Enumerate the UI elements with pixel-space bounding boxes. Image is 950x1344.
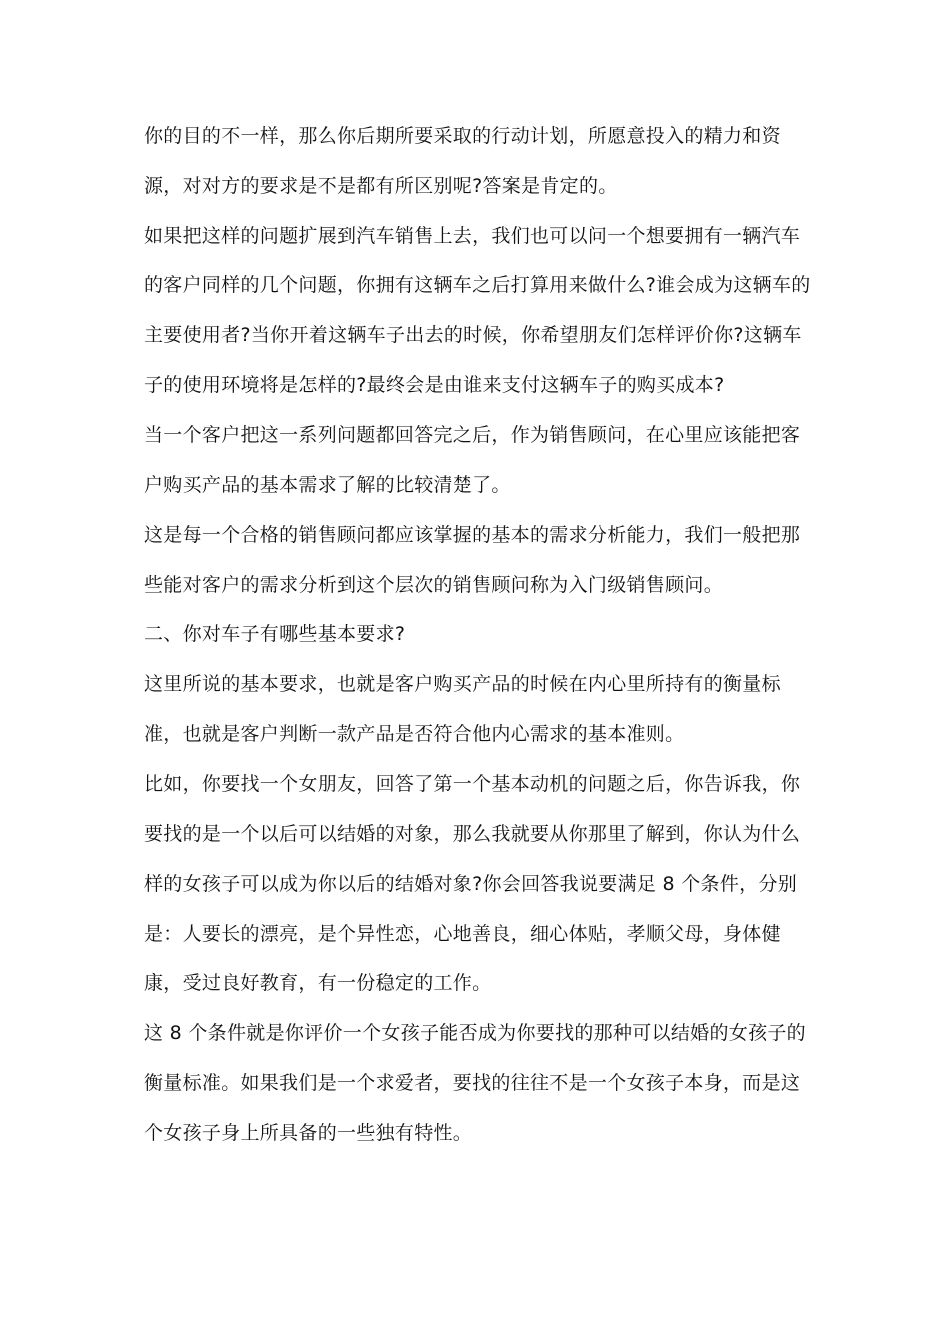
text-line: 是：人要长的漂亮，是个异性恋，心地善良，细心体贴，孝顺父母，身体健 [144,923,781,945]
text-line: 户购买产品的基本需求了解的比较清楚了。 [144,474,511,496]
text-line: 当一个客户把这一系列问题都回答完之后，作为销售顾问，在心里应该能把客 [144,424,801,446]
section-heading: 二、你对车子有哪些基本要求? [144,623,406,645]
text-line: 子的使用环境将是怎样的?最终会是由谁来支付这辆车子的购买成本? [144,374,725,396]
text-line: 要找的是一个以后可以结婚的对象，那么我就要从你那里了解到，你认为什么 [144,823,801,845]
text-line: 准，也就是客户判断一款产品是否符合他内心需求的基本准则。 [144,723,685,745]
text-line: 个女孩子身上所具备的一些独有特性。 [144,1122,473,1144]
text-line: 你的目的不一样，那么你后期所要采取的行动计划，所愿意投入的精力和资 [144,125,781,147]
text-line: 比如，你要找一个女朋友，回答了第一个基本动机的问题之后，你告诉我，你 [144,773,801,795]
text-line: 如果把这样的问题扩展到汽车销售上去，我们也可以问一个想要拥有一辆汽车 [144,225,801,247]
text-line: 的客户同样的几个问题，你拥有这辆车之后打算用来做什么?谁会成为这辆车的 [144,274,811,296]
text-line: 这是每一个合格的销售顾问都应该掌握的基本的需求分析能力，我们一般把那 [144,524,801,546]
text-line: 这里所说的基本要求，也就是客户购买产品的时候在内心里所持有的衡量标 [144,673,781,695]
text-line: 衡量标准。如果我们是一个求爱者，要找的往往不是一个女孩子本身，而是这 [144,1072,801,1094]
text-line: 主要使用者?当你开着这辆车子出去的时候，你希望朋友们怎样评价你?这辆车 [144,324,802,346]
text-line: 样的女孩子可以成为你以后的结婚对象?你会回答我说要满足 8 个条件，分别 [144,873,798,895]
text-line: 康，受过良好教育，有一份稳定的工作。 [144,972,492,994]
text-line: 源，对对方的要求是不是都有所区别呢?答案是肯定的。 [144,175,618,197]
text-line: 些能对客户的需求分析到这个层次的销售顾问称为入门级销售顾问。 [144,574,724,596]
text-line: 这 8 个条件就是你评价一个女孩子能否成为你要找的那种可以结婚的女孩子的 [144,1022,806,1044]
